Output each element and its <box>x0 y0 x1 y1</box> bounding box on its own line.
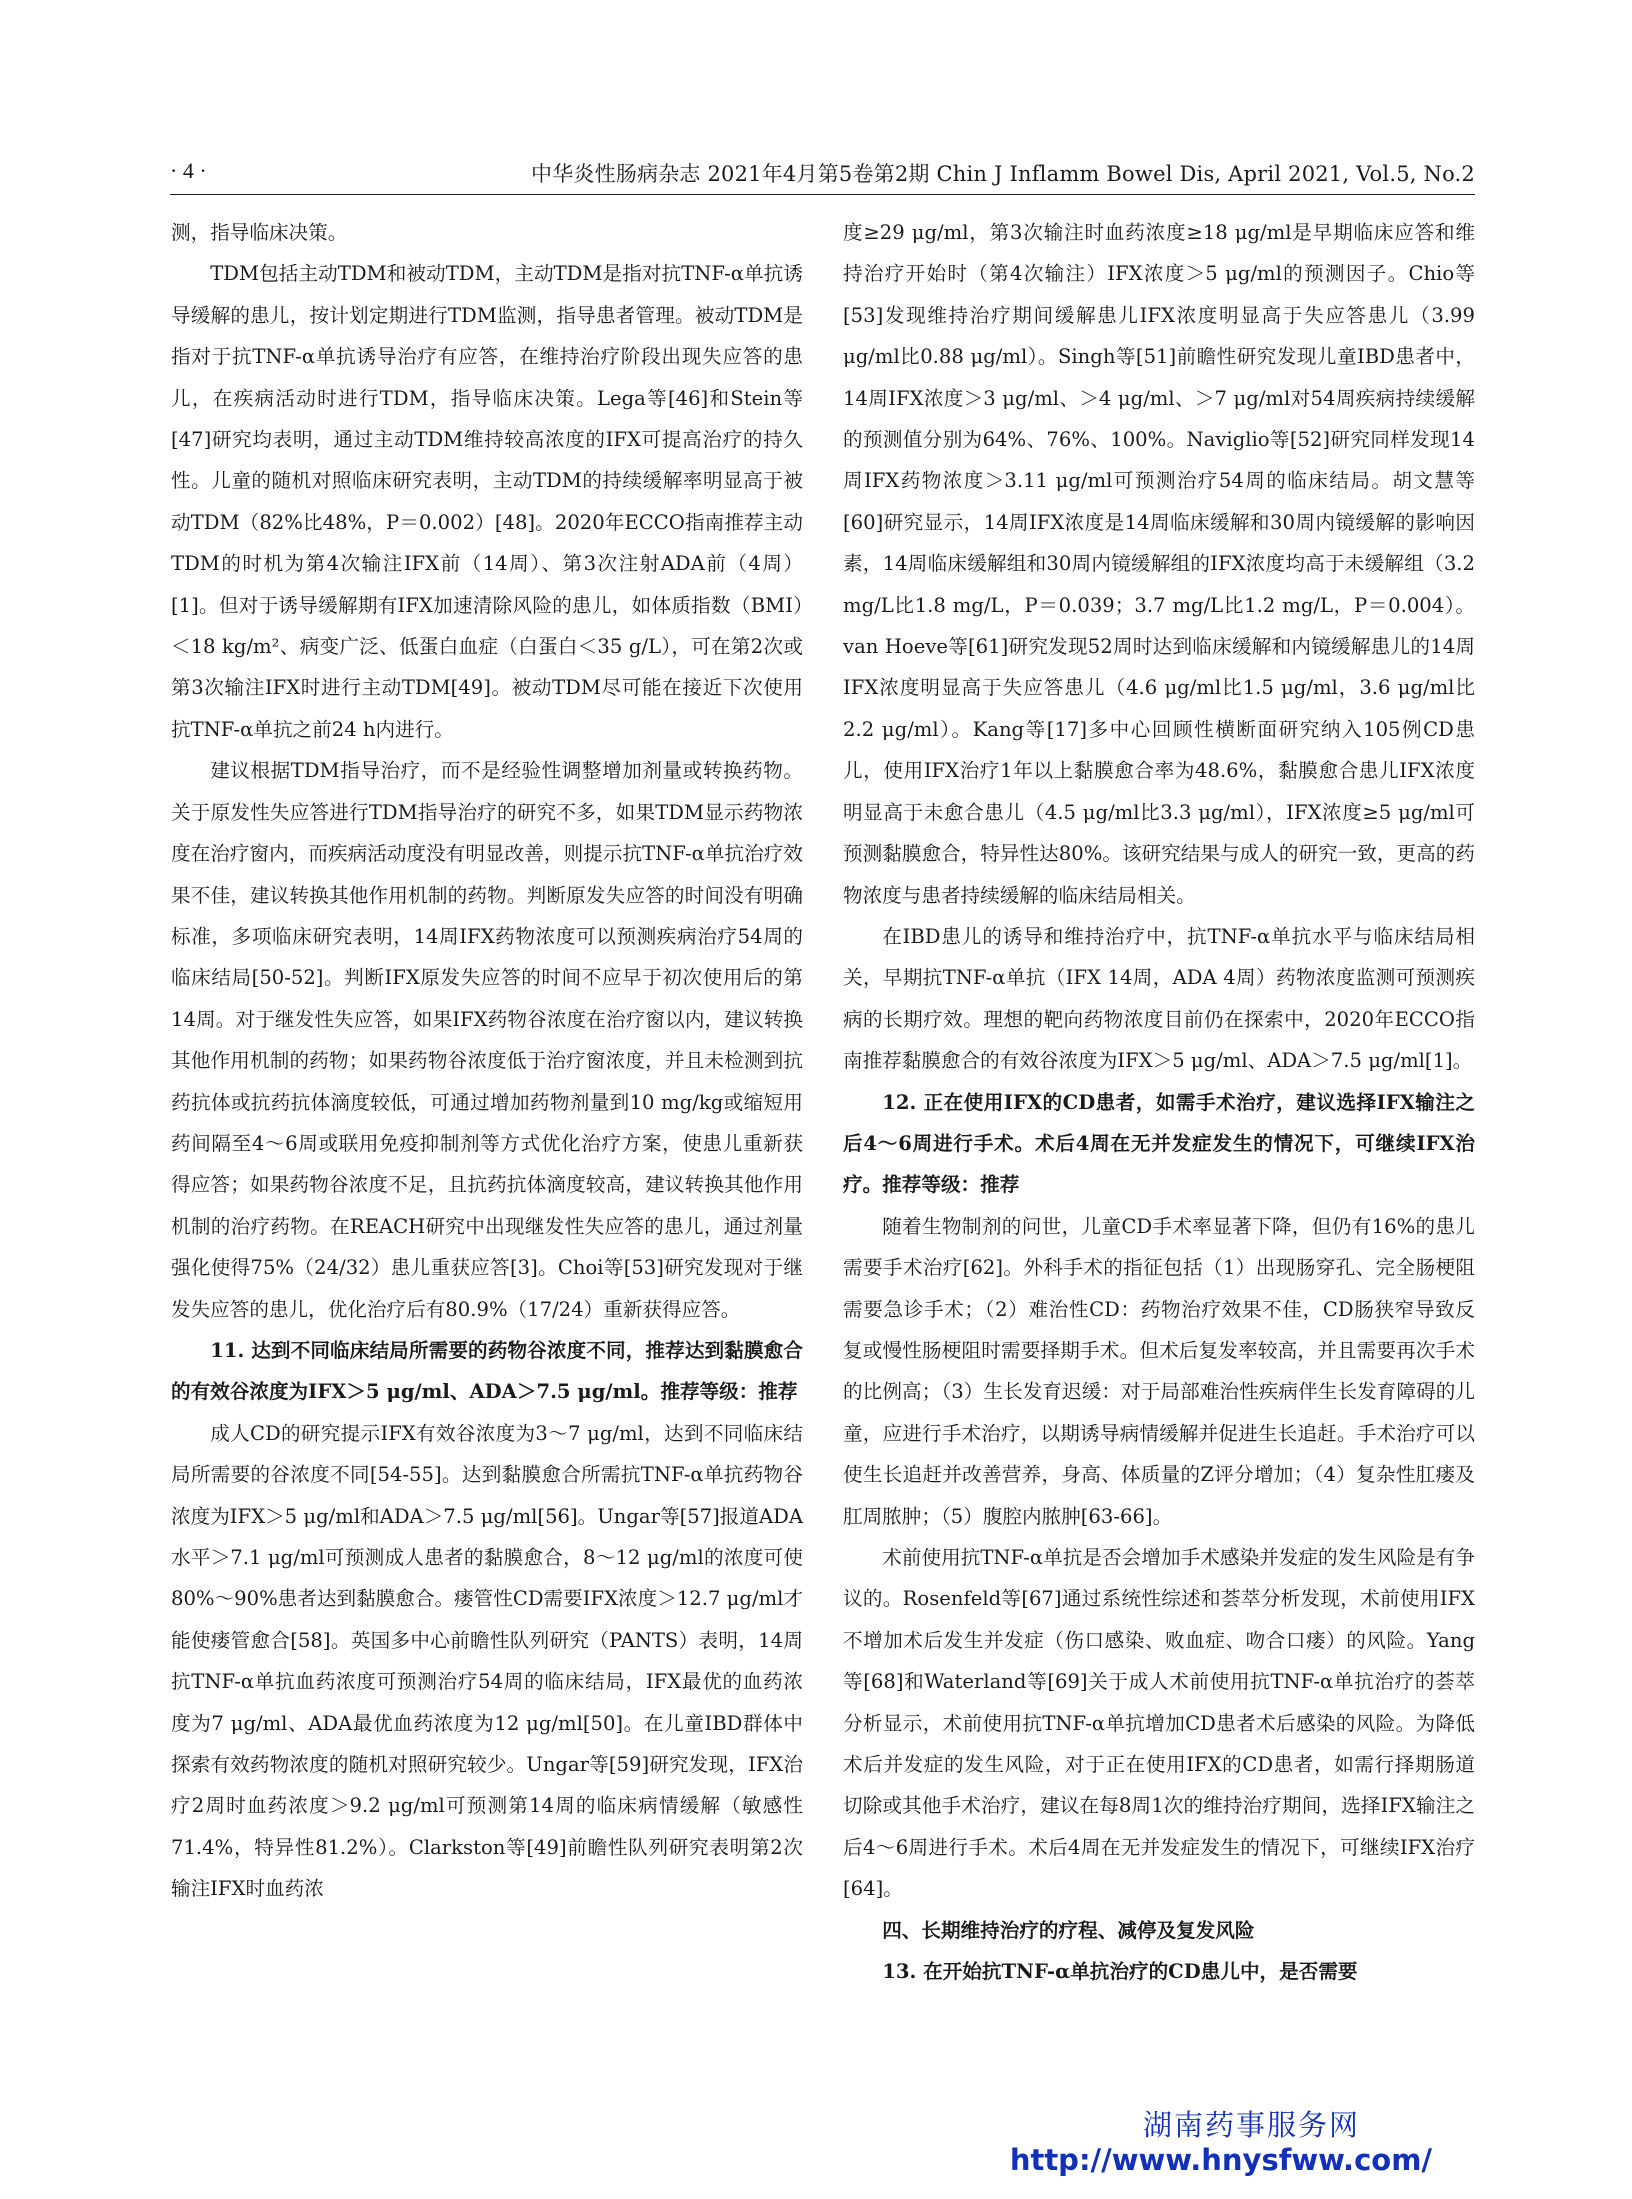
page-header <box>170 158 1475 195</box>
recommendation-heading: 12. 正在使用IFX的CD患者，如需手术治疗，建议选择IFX输注之后4～6周进行手术。术后4周在无并发症发生的情况下，可继续IFX治疗。推荐等级：推荐 <box>843 1090 1475 1197</box>
recommendation-heading: 11. 达到不同临床结局所需要的药物谷浓度不同，推荐达到黏膜愈合的有效谷浓度为IFX＞5 μg/ml、ADA＞7.5 μg/ml。推荐等级：推荐 <box>171 1338 803 1404</box>
recommendation-heading: 13. 在开始抗TNF-α单抗治疗的CD患儿中，是否需要 <box>882 1960 1358 1984</box>
paragraph: 随着生物制剂的问世，儿童CD手术率显著下降，但仍有16%的患儿需要手术治疗[62]。外科手术的指征包括（1）出现肠穿孔、完全肠梗阻需要急诊手术；（2）难治性CD：药物治疗效果不佳，CD肠狭窄导致反复或慢性肠梗阻时需要择期手术。但术后复发率较高，并且需要再次手术的比例高；（3）生长发育迟缓：对于局部难治性疾病伴生长发育障碍的儿童，应进行手术治疗，以期诱导病情缓解并促进生长追赶。手术治疗可以使生长追赶并改善营养，身高、体质量的Z评分增加；（4）复杂性肛瘘及肛周脓肿；（5）腹腔内脓肿[63-66]。 <box>843 1214 1475 1528</box>
section-heading: 四、长期维持治疗的疗程、减停及复发风险 <box>882 1918 1255 1942</box>
watermark-site-name: 湖南药事服务网 <box>1142 2108 1360 2142</box>
paragraph: 建议根据TDM指导治疗，而不是经验性调整增加剂量或转换药物。关于原发性失应答进行TDM指导治疗的研究不多，如果TDM显示药物浓度在治疗窗内，而疾病活动度没有明显改善，则提示抗TNF-α单抗治疗效果不佳，建议转换其他作用机制的药物。判断原发失应答的时间没有明确标准，多项临床研究表明，14周IFX药物浓度可以预测疾病治疗54周的临床结局[50-52]。判断IFX原发失应答的时间不应早于初次使用后的第14周。对于继发性失应答，如果IFX药物谷浓度在治疗窗以内，建议转换其他作用机制的药物；如果药物谷浓度低于治疗窗浓度，并且未检测到抗药抗体或抗药抗体滴度较低，可通过增加药物剂量到10 mg/kg或缩短用药间隔至4～6周或联用免疫抑制剂等方式优化治疗方案，使患儿重新获得应答；如果药物谷浓度不足，且抗药抗体滴度较高，建议转换其他作用机制的治疗药物。在REACH研究中出现继发性失应答的患儿，通过剂量强化使得75%（24/32）患儿重获应答[3]。Choi等[53]研究发现对于继发失应答的患儿，优化治疗后有80.9%（17/24）重新获得应答。 <box>171 759 803 1321</box>
paragraph: 测，指导临床决策。 <box>171 221 348 244</box>
right-column <box>843 212 1475 1992</box>
paragraph: 术前使用抗TNF-α单抗是否会增加手术感染并发症的发生风险是有争议的。Rosenfeld等[67]通过系统性综述和荟萃分析发现，术前使用IFX不增加术后发生并发症（伤口感染、败血症、吻合口瘘）的风险。Yang等[68]和Waterland等[69]关于成人术前使用抗TNF-α单抗治疗的荟萃分析显示，术前使用抗TNF-α单抗增加CD患者术后感染的风险。为降低术后并发症的发生风险，对于正在使用IFX的CD患者，如需行择期肠道切除或其他手术治疗，建议在每8周1次的维持治疗期间，选择IFX输注之后4～6周进行手术。术后4周在无并发症发生的情况下，可继续IFX治疗[64]。 <box>843 1546 1475 1901</box>
paragraph: 成人CD的研究提示IFX有效谷浓度为3～7 μg/ml，达到不同临床结局所需要的谷浓度不同[54-55]。达到黏膜愈合所需抗TNF-α单抗药物谷浓度为IFX＞5 μg/ml和ADA＞7.5 μg/ml[56]。Ungar等[57]报道ADA水平＞7.1 μg/ml可预测成人患者的黏膜愈合，8～12 μg/ml的浓度可使80%～90%患者达到黏膜愈合。瘘管性CD需要IFX浓度＞12.7 μg/ml才能使瘘管愈合[58]。英国多中心前瞻性队列研究（PANTS）表明，14周抗TNF-α单抗血药浓度可预测治疗54周的临床结局，IFX最优的血药浓度为7 μg/ml、ADA最优血药浓度为12 μg/ml[50]。在儿童IBD群体中探索有效药物浓度的随机对照研究较少。Ungar等[59]研究发现，IFX治疗2周时血药浓度＞9.2 μg/ml可预测第14周的临床病情缓解（敏感性71.4%，特异性81.2%）。Clarkston等[49]前瞻性队列研究表明第2次输注IFX时血药浓 <box>171 1421 803 1901</box>
paragraph: 度≥29 μg/ml，第3次输注时血药浓度≥18 μg/ml是早期临床应答和维持治疗开始时（第4次输注）IFX浓度＞5 μg/ml的预测因子。Chio等[53]发现维持治疗期间缓解患儿IFX浓度明显高于失应答患儿（3.99 μg/ml比0.88 μg/ml）。Singh等[51]前瞻性研究发现儿童IBD患者中，14周IFX浓度＞3 μg/ml、＞4 μg/ml、＞7 μg/ml对54周疾病持续缓解的预测值分别为64%、76%、100%。Naviglio等[52]研究同样发现14周IFX药物浓度＞3.11 μg/ml可预测治疗54周的临床结局。胡文慧等[60]研究显示，14周IFX浓度是14周临床缓解和30周内镜缓解的影响因素，14周临床缓解组和30周内镜缓解组的IFX浓度均高于未缓解组（3.2 mg/L比1.8 mg/L，P＝0.039；3.7 mg/L比1.2 mg/L，P＝0.004）。van Hoeve等[61]研究发现52周时达到临床缓解和内镜缓解患儿的14周IFX浓度明显高于失应答患儿（4.6 μg/ml比1.5 μg/ml，3.6 μg/ml比2.2 μg/ml）。Kang等[17]多中心回顾性横断面研究纳入105例CD患儿，使用IFX治疗1年以上黏膜愈合率为48.6%，黏膜愈合患儿IFX浓度明显高于未愈合患儿（4.5 μg/ml比3.3 μg/ml），IFX浓度≥5 μg/ml可预测黏膜愈合，特异性达80%。该研究结果与成人的研究一致，更高的药物浓度与患者持续缓解的临床结局相关。 <box>843 221 1475 907</box>
paragraph: 在IBD患儿的诱导和维持治疗中，抗TNF-α单抗水平与临床结局相关，早期抗TNF-α单抗（IFX 14周，ADA 4周）药物浓度监测可预测疾病的长期疗效。理想的靶向药物浓度目前仍在探索中，2020年ECCO指南推荐黏膜愈合的有效谷浓度为IFX＞5 μg/ml、ADA＞7.5 μg/ml[1]。 <box>843 924 1475 1073</box>
page-number: · 4 · <box>170 158 207 183</box>
journal-citation: 中华炎性肠病杂志 2021年4月第5卷第2期 Chin J Inflamm Bowel Dis, April 2021, Vol.5, No.2 <box>531 162 1475 186</box>
left-column <box>171 212 803 1910</box>
paragraph: TDM包括主动TDM和被动TDM，主动TDM是指对抗TNF-α单抗诱导缓解的患儿，按计划定期进行TDM监测，指导患者管理。被动TDM是指对于抗TNF-α单抗诱导治疗有应答，在维持治疗阶段出现失应答的患儿，在疾病活动时进行TDM，指导临床决策。Lega等[46]和Stein等[47]研究均表明，通过主动TDM维持较高浓度的IFX可提高治疗的持久性。儿童的随机对照临床研究表明，主动TDM的持续缓解率明显高于被动TDM（82%比48%，P＝0.002）[48]。2020年ECCO指南推荐主动TDM的时机为第4次输注IFX前（14周）、第3次注射ADA前（4周）[1]。但对于诱导缓解期有IFX加速清除风险的患儿，如体质指数（BMI）＜18 kg/m²、病变广泛、低蛋白血症（白蛋白＜35 g/L），可在第2次或第3次输注IFX时进行主动TDM[49]。被动TDM尽可能在接近下次使用抗TNF-α单抗之前24 h内进行。 <box>171 262 803 741</box>
watermark-url: http://www.hnysfww.com/ <box>1009 2143 1432 2177</box>
